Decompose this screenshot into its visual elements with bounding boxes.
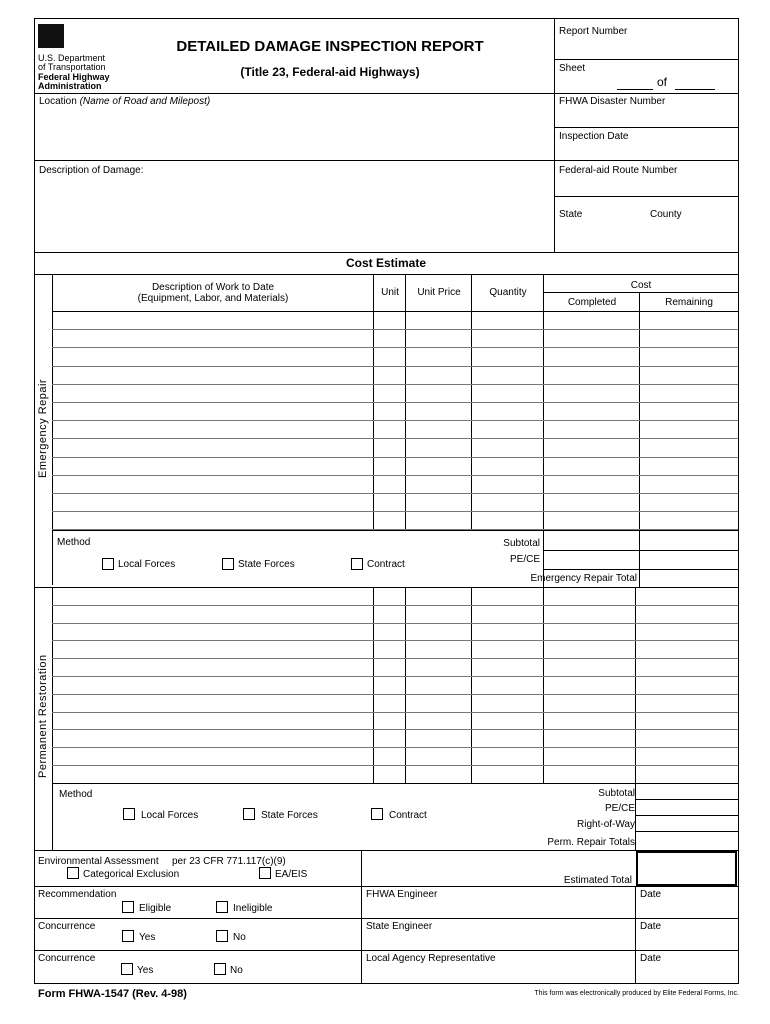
er-row-5-completed[interactable]: [544, 385, 638, 401]
er-row-4-quantity[interactable]: [472, 367, 542, 383]
er-pece-completed[interactable]: [544, 551, 639, 568]
pr-row-2-completed[interactable]: [544, 606, 634, 622]
er-row-8-unit[interactable]: [374, 439, 404, 455]
pr-row-6-unit[interactable]: [374, 677, 404, 693]
page-subtitle: (Title 23, Federal-aid Highways): [240, 65, 420, 79]
er-row-8-description[interactable]: [53, 439, 372, 455]
state-field[interactable]: [556, 222, 644, 250]
location-label: Location (Name of Road and Milepost): [39, 96, 211, 107]
concurrence-2-yes-label: Yes: [137, 965, 154, 976]
pr-local-forces-label: Local Forces: [141, 810, 199, 821]
col-desc-line1: Description of Work to Date: [151, 282, 275, 293]
pr-row-7-description[interactable]: [53, 695, 372, 711]
pr-row-9-unit-price[interactable]: [406, 730, 470, 746]
pr-pece-field[interactable]: [636, 800, 738, 814]
pr-row-4-unit[interactable]: [374, 641, 404, 657]
er-row-5-unit[interactable]: [374, 385, 404, 401]
er-row-1-completed[interactable]: [544, 312, 638, 328]
pr-row-2-unit[interactable]: [374, 606, 404, 622]
fhwa-engineer-label: FHWA Engineer: [366, 889, 438, 900]
pr-row-6-remaining[interactable]: [636, 677, 737, 693]
pr-row-4-remaining[interactable]: [636, 641, 737, 657]
state-engineer-date-label: Date: [640, 921, 662, 932]
pr-row-7-quantity[interactable]: [472, 695, 542, 711]
er-row-1-remaining[interactable]: [640, 312, 737, 328]
pr-row-7-unit-price[interactable]: [406, 695, 470, 711]
er-row-6-completed[interactable]: [544, 403, 638, 419]
er-row-4-description[interactable]: [53, 367, 372, 383]
pr-row-9-quantity[interactable]: [472, 730, 542, 746]
er-contract-label: Contract: [367, 559, 405, 570]
inspection-date-field[interactable]: [556, 143, 736, 159]
cost-estimate-title: Cost Estimate: [345, 256, 427, 270]
er-row-11-quantity[interactable]: [472, 494, 542, 510]
pr-row-10-completed[interactable]: [544, 748, 634, 764]
concurrence-1-no-label: No: [233, 932, 246, 943]
er-row-3-unit-price[interactable]: [406, 348, 470, 364]
state-engineer-date-field[interactable]: [637, 932, 736, 948]
pr-row-2-description[interactable]: [53, 606, 372, 622]
pr-row-1-quantity[interactable]: [472, 588, 542, 604]
concurrence-1-yes-label: Yes: [139, 932, 156, 943]
concurrence-2-no-checkbox[interactable]: [214, 963, 226, 975]
er-state-forces-label: State Forces: [238, 559, 295, 570]
pr-method-label: Method: [59, 789, 93, 800]
pr-subtotal-field[interactable]: [636, 784, 738, 798]
concurrence-1-no-checkbox[interactable]: [216, 930, 228, 942]
pr-row-8-description[interactable]: [53, 713, 372, 729]
er-pece-remaining[interactable]: [640, 551, 738, 568]
er-row-3-description[interactable]: [53, 348, 372, 364]
pr-row-10-unit[interactable]: [374, 748, 404, 764]
pr-contract-label: Contract: [389, 810, 427, 821]
ea-eis-label: EA/EIS: [275, 869, 308, 880]
fhwa-engineer-date-field[interactable]: [637, 900, 736, 916]
form-id: Form FHWA-1547 (Rev. 4-98): [38, 988, 187, 1000]
er-row-3-completed[interactable]: [544, 348, 638, 364]
pr-row-11-quantity[interactable]: [472, 766, 542, 782]
agency-line4: Administration: [38, 81, 102, 91]
pr-row-8-completed[interactable]: [544, 713, 634, 729]
er-row-12-quantity[interactable]: [472, 512, 542, 528]
er-row-4-unit[interactable]: [374, 367, 404, 383]
er-row-11-unit[interactable]: [374, 494, 404, 510]
er-row-10-remaining[interactable]: [640, 476, 737, 492]
eligible-checkbox[interactable]: [122, 901, 134, 913]
pr-row-8-remaining[interactable]: [636, 713, 737, 729]
er-method-label: Method: [57, 537, 91, 548]
col-completed: Completed: [567, 297, 617, 308]
pr-right-of-way-label: Right-of-Way: [577, 819, 635, 830]
concurrence-2-yes-checkbox[interactable]: [121, 963, 133, 975]
pr-total-field[interactable]: [636, 832, 738, 849]
pr-row-2-quantity[interactable]: [472, 606, 542, 622]
pr-row-2-unit-price[interactable]: [406, 606, 470, 622]
pr-row-11-description[interactable]: [53, 766, 372, 782]
env-assessment-label: Environmental Assessment: [38, 856, 159, 867]
er-total-remaining[interactable]: [640, 570, 738, 587]
er-row-1-description[interactable]: [53, 312, 372, 328]
pr-row-4-description[interactable]: [53, 641, 372, 657]
er-row-2-completed[interactable]: [544, 330, 638, 346]
concurrence-1-yes-checkbox[interactable]: [122, 930, 134, 942]
er-row-3-unit[interactable]: [374, 348, 404, 364]
county-field[interactable]: [648, 222, 736, 250]
er-row-6-description[interactable]: [53, 403, 372, 419]
emergency-repair-side-label: Emergency Repair: [37, 378, 49, 478]
federal-aid-route-field[interactable]: [556, 177, 736, 195]
er-row-8-remaining[interactable]: [640, 439, 737, 455]
estimated-total-label: Estimated Total: [563, 875, 632, 886]
er-row-2-unit-price[interactable]: [406, 330, 470, 346]
pr-row-8-quantity[interactable]: [472, 713, 542, 729]
concurrence-label-2: Concurrence: [38, 953, 96, 964]
er-row-7-unit-price[interactable]: [406, 421, 470, 437]
pr-row-9-remaining[interactable]: [636, 730, 737, 746]
er-row-10-unit[interactable]: [374, 476, 404, 492]
col-unit-price: Unit Price: [417, 287, 461, 298]
report-number-label: Report Number: [559, 26, 628, 37]
pr-state-forces-checkbox[interactable]: [243, 808, 255, 820]
er-row-10-completed[interactable]: [544, 476, 638, 492]
agency-line2: of Transportation: [38, 62, 106, 72]
er-row-9-unit-price[interactable]: [406, 458, 470, 474]
er-row-2-description[interactable]: [53, 330, 372, 346]
pr-row-5-unit-price[interactable]: [406, 659, 470, 675]
pr-row-1-description[interactable]: [53, 588, 372, 604]
er-row-5-remaining[interactable]: [640, 385, 737, 401]
er-row-12-completed[interactable]: [544, 512, 638, 528]
er-row-2-remaining[interactable]: [640, 330, 737, 346]
er-row-8-quantity[interactable]: [472, 439, 542, 455]
er-row-5-description[interactable]: [53, 385, 372, 401]
pr-row-11-unit-price[interactable]: [406, 766, 470, 782]
er-subtotal-completed[interactable]: [544, 531, 639, 549]
report-number-field[interactable]: [556, 38, 736, 58]
state-engineer-label: State Engineer: [366, 921, 433, 932]
agency-line1: U.S. Department: [38, 53, 106, 63]
per-cfr-label: per 23 CFR 771.117(c)(9): [172, 856, 286, 867]
er-subtotal-remaining[interactable]: [640, 531, 738, 549]
sheet-label: Sheet: [559, 63, 586, 74]
dot-logo: [38, 24, 64, 48]
pr-pece-label: PE/CE: [604, 803, 635, 814]
agency-line3: Federal Highway: [38, 72, 110, 82]
er-row-9-completed[interactable]: [544, 458, 638, 474]
pr-row-10-description[interactable]: [53, 748, 372, 764]
state-label: State: [559, 209, 583, 220]
concurrence-2-no-label: No: [230, 965, 243, 976]
pr-row-7-completed[interactable]: [544, 695, 634, 711]
pr-row-10-remaining[interactable]: [636, 748, 737, 764]
pr-total-label: Perm. Repair Totals: [547, 837, 635, 848]
er-row-6-remaining[interactable]: [640, 403, 737, 419]
pr-row-3-completed[interactable]: [544, 624, 634, 640]
pr-row-3-unit-price[interactable]: [406, 624, 470, 640]
pr-subtotal-label: Subtotal: [598, 788, 635, 799]
sheet-of-label: of: [657, 75, 668, 89]
description-of-damage-field[interactable]: [36, 178, 552, 250]
pr-row-9-description[interactable]: [53, 730, 372, 746]
pr-row-2-remaining[interactable]: [636, 606, 737, 622]
er-row-8-completed[interactable]: [544, 439, 638, 455]
pr-row-5-quantity[interactable]: [472, 659, 542, 675]
pr-row-5-unit[interactable]: [374, 659, 404, 675]
recommendation-label: Recommendation: [38, 889, 117, 900]
sheet-number-field[interactable]: [617, 76, 653, 88]
pr-row-10-quantity[interactable]: [472, 748, 542, 764]
fhwa-disaster-number-label: FHWA Disaster Number: [559, 96, 666, 107]
pr-row-1-remaining[interactable]: [636, 588, 737, 604]
pr-local-forces-checkbox[interactable]: [123, 808, 135, 820]
ea-eis-checkbox[interactable]: [259, 867, 271, 879]
ineligible-label: Ineligible: [233, 903, 273, 914]
er-total-label: Emergency Repair Total: [530, 573, 637, 584]
produced-by-note: This form was electronically produced by Elite Federal Forms, Inc.: [534, 990, 739, 997]
er-row-12-description[interactable]: [53, 512, 372, 528]
er-row-9-remaining[interactable]: [640, 458, 737, 474]
pr-row-8-unit[interactable]: [374, 713, 404, 729]
pr-state-forces-label: State Forces: [261, 810, 318, 821]
pr-row-11-unit[interactable]: [374, 766, 404, 782]
pr-row-3-quantity[interactable]: [472, 624, 542, 640]
location-field[interactable]: [36, 108, 552, 158]
er-row-10-unit-price[interactable]: [406, 476, 470, 492]
local-agency-rep-label: Local Agency Representative: [366, 953, 496, 964]
county-label: County: [650, 209, 682, 220]
pr-row-11-remaining[interactable]: [636, 766, 737, 782]
estimated-total-field[interactable]: [636, 851, 737, 886]
er-row-7-quantity[interactable]: [472, 421, 542, 437]
er-row-11-description[interactable]: [53, 494, 372, 510]
er-row-8-unit-price[interactable]: [406, 439, 470, 455]
er-state-forces-checkbox[interactable]: [222, 558, 234, 570]
er-row-9-quantity[interactable]: [472, 458, 542, 474]
page-title: DETAILED DAMAGE INSPECTION REPORT: [176, 38, 484, 55]
er-row-6-quantity[interactable]: [472, 403, 542, 419]
fhwa-engineer-date-label: Date: [640, 889, 662, 900]
local-agency-rep-signature[interactable]: [363, 964, 633, 980]
col-cost: Cost: [630, 280, 652, 291]
pr-row-8-unit-price[interactable]: [406, 713, 470, 729]
er-row-12-unit[interactable]: [374, 512, 404, 528]
pr-row-6-completed[interactable]: [544, 677, 634, 693]
er-row-3-remaining[interactable]: [640, 348, 737, 364]
er-row-1-quantity[interactable]: [472, 312, 542, 328]
pr-row-5-completed[interactable]: [544, 659, 634, 675]
er-local-forces-checkbox[interactable]: [102, 558, 114, 570]
permanent-restoration-side-label: Permanent Restoration: [37, 654, 49, 778]
er-row-12-remaining[interactable]: [640, 512, 737, 528]
pr-contract-checkbox[interactable]: [371, 808, 383, 820]
er-row-11-completed[interactable]: [544, 494, 638, 510]
categorical-exclusion-checkbox[interactable]: [67, 867, 79, 879]
pr-row-11-completed[interactable]: [544, 766, 634, 782]
pr-row-7-unit[interactable]: [374, 695, 404, 711]
col-desc-line2: (Equipment, Labor, and Materials): [137, 293, 289, 304]
pr-row-3-unit[interactable]: [374, 624, 404, 640]
er-row-5-unit-price[interactable]: [406, 385, 470, 401]
er-row-4-completed[interactable]: [544, 367, 638, 383]
pr-row-10-unit-price[interactable]: [406, 748, 470, 764]
er-row-2-unit[interactable]: [374, 330, 404, 346]
local-agency-date-label: Date: [640, 953, 662, 964]
pr-row-4-quantity[interactable]: [472, 641, 542, 657]
pr-row-3-description[interactable]: [53, 624, 372, 640]
pr-row-9-completed[interactable]: [544, 730, 634, 746]
pr-row-3-remaining[interactable]: [636, 624, 737, 640]
eligible-label: Eligible: [139, 903, 172, 914]
pr-right-of-way-field[interactable]: [636, 816, 738, 830]
pr-row-6-unit-price[interactable]: [406, 677, 470, 693]
pr-row-1-unit[interactable]: [374, 588, 404, 604]
concurrence-label-1: Concurrence: [38, 921, 96, 932]
pr-row-6-quantity[interactable]: [472, 677, 542, 693]
er-row-7-remaining[interactable]: [640, 421, 737, 437]
er-row-4-remaining[interactable]: [640, 367, 737, 383]
col-quantity: Quantity: [489, 287, 527, 298]
er-row-6-unit-price[interactable]: [406, 403, 470, 419]
er-row-7-description[interactable]: [53, 421, 372, 437]
inspection-date-label: Inspection Date: [559, 131, 629, 142]
ineligible-checkbox[interactable]: [216, 901, 228, 913]
er-row-7-completed[interactable]: [544, 421, 638, 437]
er-row-9-unit[interactable]: [374, 458, 404, 474]
er-contract-checkbox[interactable]: [351, 558, 363, 570]
pr-row-5-description[interactable]: [53, 659, 372, 675]
pr-row-1-unit-price[interactable]: [406, 588, 470, 604]
er-local-forces-label: Local Forces: [118, 559, 176, 570]
er-row-9-description[interactable]: [53, 458, 372, 474]
er-row-10-description[interactable]: [53, 476, 372, 492]
fhwa-disaster-number-field[interactable]: [556, 108, 736, 126]
federal-aid-route-label: Federal-aid Route Number: [559, 165, 678, 176]
pr-row-4-completed[interactable]: [544, 641, 634, 657]
pr-row-5-remaining[interactable]: [636, 659, 737, 675]
er-row-4-unit-price[interactable]: [406, 367, 470, 383]
er-row-1-unit-price[interactable]: [406, 312, 470, 328]
er-row-2-quantity[interactable]: [472, 330, 542, 346]
er-row-11-unit-price[interactable]: [406, 494, 470, 510]
fhwa-engineer-signature[interactable]: [363, 900, 633, 916]
er-row-7-unit[interactable]: [374, 421, 404, 437]
er-row-11-remaining[interactable]: [640, 494, 737, 510]
er-row-5-quantity[interactable]: [472, 385, 542, 401]
pr-row-7-remaining[interactable]: [636, 695, 737, 711]
er-pece-label: PE/CE: [509, 554, 540, 565]
pr-row-1-completed[interactable]: [544, 588, 634, 604]
er-row-3-quantity[interactable]: [472, 348, 542, 364]
er-row-6-unit[interactable]: [374, 403, 404, 419]
er-row-1-unit[interactable]: [374, 312, 404, 328]
col-unit: Unit: [381, 287, 399, 298]
state-engineer-signature[interactable]: [363, 932, 633, 948]
description-of-damage-label: Description of Damage:: [39, 165, 144, 176]
pr-row-9-unit[interactable]: [374, 730, 404, 746]
pr-row-6-description[interactable]: [53, 677, 372, 693]
er-row-12-unit-price[interactable]: [406, 512, 470, 528]
categorical-exclusion-label: Categorical Exclusion: [83, 869, 180, 880]
local-agency-date-field[interactable]: [637, 964, 736, 980]
er-subtotal-label: Subtotal: [503, 538, 540, 549]
col-remaining: Remaining: [665, 297, 713, 308]
pr-row-4-unit-price[interactable]: [406, 641, 470, 657]
er-row-10-quantity[interactable]: [472, 476, 542, 492]
sheet-total-field[interactable]: [675, 76, 715, 88]
